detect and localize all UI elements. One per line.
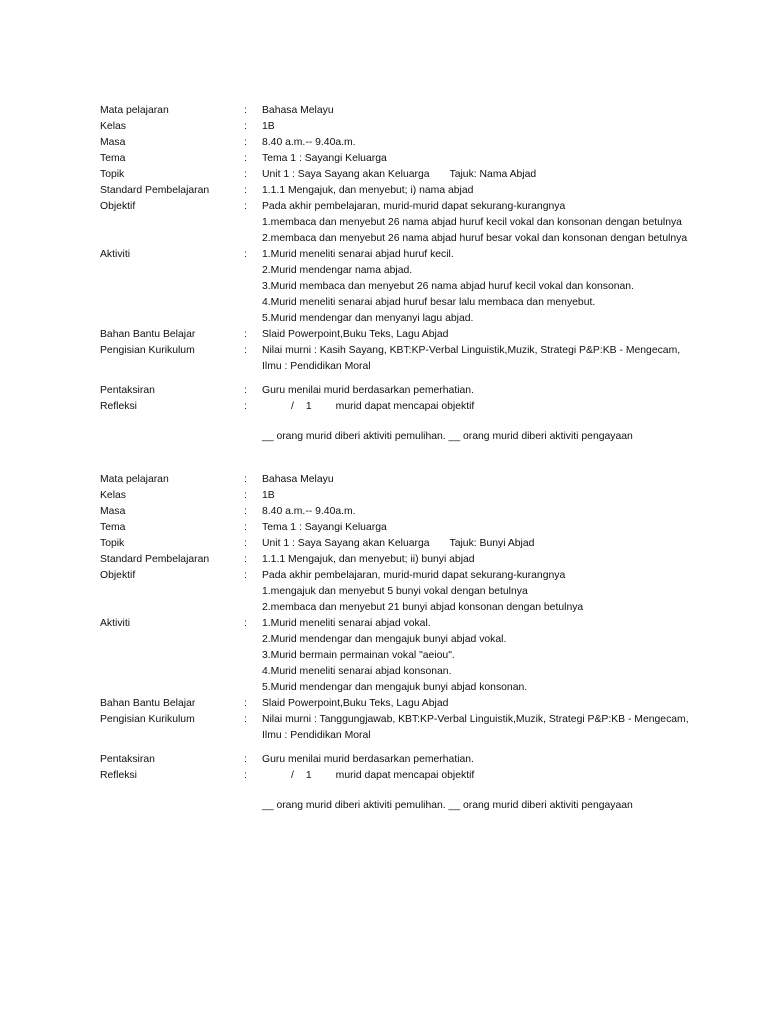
label-kelas: Kelas	[100, 490, 126, 501]
value-tema: Tema 1 : Sayangi Keluarga	[262, 153, 387, 164]
colon: :	[244, 474, 247, 485]
aktiviti-line: 3.Murid bermain permainan vokal "aeiou".	[262, 650, 455, 661]
label-mata-pelajaran: Mata pelajaran	[100, 105, 169, 116]
pengisian-line: Nilai murni : Kasih Sayang, KBT:KP-Verbal Linguistik,Muzik, Strategi P&P:KB - Mengecam,	[262, 345, 681, 356]
colon: :	[244, 169, 247, 180]
row-kelas	[100, 488, 760, 504]
topik-tajuk: Tajuk: Bunyi Abjad	[449, 538, 535, 549]
label-topik: Topik	[100, 169, 125, 180]
row-refleksi	[100, 768, 760, 784]
value-mata-pelajaran: Bahasa Melayu	[262, 474, 334, 485]
colon: :	[244, 770, 247, 781]
value-masa: 8.40 a.m.-- 9.40a.m.	[262, 137, 356, 148]
value-pengisian-kurikulum	[262, 343, 760, 375]
value-standard-pembelajaran: 1.1.1 Mengajuk, dan menyebut; i) nama abjad	[262, 185, 474, 196]
row-aktiviti	[100, 616, 760, 696]
colon: :	[244, 153, 247, 164]
label-pentaksiran: Pentaksiran	[100, 754, 155, 765]
label-pengisian-kurikulum: Pengisian Kurikulum	[100, 345, 195, 356]
colon: :	[244, 698, 247, 709]
topik-tajuk: Tajuk: Nama Abjad	[449, 169, 537, 180]
label-masa: Masa	[100, 137, 126, 148]
refleksi-one: 1	[305, 770, 312, 781]
row-pengisian-kurikulum	[100, 343, 760, 375]
colon: :	[244, 538, 247, 549]
row-topik	[100, 536, 760, 552]
label-tema: Tema	[100, 153, 126, 164]
refleksi-text: murid dapat mencapai objektif	[335, 401, 475, 412]
row-standard-pembelajaran	[100, 552, 760, 568]
label-objektif: Objektif	[100, 201, 136, 212]
aktiviti-line: 5.Murid mendengar dan mengajuk bunyi abjad konsonan.	[262, 682, 528, 693]
value-standard-pembelajaran: 1.1.1 Mengajuk, dan menyebut; ii) bunyi abjad	[262, 554, 475, 565]
row-refleksi	[100, 399, 760, 415]
aktiviti-line: 1.Murid meneliti senarai abjad vokal.	[262, 618, 431, 629]
colon: :	[244, 249, 247, 260]
objektif-line: 1.mengajuk dan menyebut 5 bunyi vokal dengan betulnya	[262, 586, 528, 597]
colon: :	[244, 329, 247, 340]
label-bahan-bantu-belajar: Bahan Bantu Belajar	[100, 329, 196, 340]
value-kelas: 1B	[262, 121, 275, 132]
row-pentaksiran	[100, 383, 760, 399]
row-aktiviti	[100, 247, 760, 327]
pengisian-line: Ilmu : Pendidikan Moral	[262, 730, 371, 741]
label-pengisian-kurikulum: Pengisian Kurikulum	[100, 714, 195, 725]
objektif-line: 2.membaca dan menyebut 26 nama abjad huruf besar vokal dan konsonan dengan betulnya	[262, 233, 688, 244]
value-bahan-bantu-belajar: Slaid Powerpoint,Buku Teks, Lagu Abjad	[262, 329, 449, 340]
aktiviti-line: 4.Murid meneliti senarai abjad konsonan.	[262, 666, 452, 677]
lesson-plan-1	[100, 103, 760, 445]
value-mata-pelajaran: Bahasa Melayu	[262, 105, 334, 116]
row-objektif	[100, 199, 760, 247]
label-aktiviti: Aktiviti	[100, 249, 131, 260]
value-topik	[262, 167, 760, 183]
row-pengisian-kurikulum	[100, 712, 760, 744]
value-pentaksiran: Guru menilai murid berdasarkan pemerhatian.	[262, 754, 474, 765]
aktiviti-line: 2.Murid mendengar nama abjad.	[262, 265, 413, 276]
value-objektif	[262, 568, 760, 616]
label-standard-pembelajaran: Standard Pembelajaran	[100, 554, 210, 565]
value-pengisian-kurikulum	[262, 712, 760, 744]
row-kelas	[100, 119, 760, 135]
objektif-line: Pada akhir pembelajaran, murid-murid dapat sekurang-kurangnya	[262, 201, 566, 212]
pengisian-line: Nilai murni : Tanggungjawab, KBT:KP-Verbal Linguistik,Muzik, Strategi P&P:KB - Mengecam,	[262, 714, 689, 725]
colon: :	[244, 554, 247, 565]
row-bahan-bantu-belajar	[100, 327, 760, 343]
value-masa: 8.40 a.m.-- 9.40a.m.	[262, 506, 356, 517]
row-mata-pelajaran	[100, 472, 760, 488]
aktiviti-line: 1.Murid meneliti senarai abjad huruf kecil.	[262, 249, 454, 260]
refleksi-one: 1	[305, 401, 312, 412]
row-pemulihan	[100, 429, 760, 445]
value-aktiviti	[262, 616, 760, 696]
row-bahan-bantu-belajar	[100, 696, 760, 712]
colon: :	[244, 618, 247, 629]
value-bahan-bantu-belajar: Slaid Powerpoint,Buku Teks, Lagu Abjad	[262, 698, 449, 709]
colon: :	[244, 137, 247, 148]
value-refleksi	[262, 768, 760, 784]
colon: :	[244, 490, 247, 501]
row-pemulihan	[100, 798, 760, 814]
row-mata-pelajaran	[100, 103, 760, 119]
value-tema: Tema 1 : Sayangi Keluarga	[262, 522, 387, 533]
objektif-line: 1.membaca dan menyebut 26 nama abjad huruf kecil vokal dan konsonan dengan betulnya	[262, 217, 682, 228]
refleksi-slash: /	[291, 401, 294, 412]
label-pentaksiran: Pentaksiran	[100, 385, 155, 396]
colon: :	[244, 754, 247, 765]
value-pemulihan: __ orang murid diberi aktiviti pemulihan. __ orang murid diberi aktiviti pengayaan	[262, 431, 633, 442]
colon: :	[244, 506, 247, 517]
objektif-line: 2.membaca dan menyebut 21 bunyi abjad konsonan dengan betulnya	[262, 602, 584, 613]
aktiviti-line: 4.Murid meneliti senarai abjad huruf besar lalu membaca dan menyebut.	[262, 297, 596, 308]
pengisian-line: Ilmu : Pendidikan Moral	[262, 361, 371, 372]
label-kelas: Kelas	[100, 121, 126, 132]
colon: :	[244, 401, 247, 412]
value-aktiviti	[262, 247, 760, 327]
colon: :	[244, 201, 247, 212]
label-bahan-bantu-belajar: Bahan Bantu Belajar	[100, 698, 196, 709]
colon: :	[244, 570, 247, 581]
colon: :	[244, 345, 247, 356]
row-masa	[100, 504, 760, 520]
colon: :	[244, 105, 247, 116]
lesson-plan-2	[100, 472, 760, 814]
label-mata-pelajaran: Mata pelajaran	[100, 474, 169, 485]
label-objektif: Objektif	[100, 570, 136, 581]
row-objektif	[100, 568, 760, 616]
colon: :	[244, 385, 247, 396]
row-tema	[100, 520, 760, 536]
label-aktiviti: Aktiviti	[100, 618, 131, 629]
label-standard-pembelajaran: Standard Pembelajaran	[100, 185, 210, 196]
row-pentaksiran	[100, 752, 760, 768]
colon: :	[244, 714, 247, 725]
aktiviti-line: 3.Murid membaca dan menyebut 26 nama abjad huruf kecil vokal dan konsonan.	[262, 281, 634, 292]
value-pentaksiran: Guru menilai murid berdasarkan pemerhatian.	[262, 385, 474, 396]
label-refleksi: Refleksi	[100, 401, 137, 412]
label-tema: Tema	[100, 522, 126, 533]
label-masa: Masa	[100, 506, 126, 517]
colon: :	[244, 522, 247, 533]
topik-unit: Unit 1 : Saya Sayang akan Keluarga	[262, 538, 430, 549]
value-pemulihan: __ orang murid diberi aktiviti pemulihan. __ orang murid diberi aktiviti pengayaan	[262, 800, 633, 811]
refleksi-slash: /	[291, 770, 294, 781]
value-refleksi	[262, 399, 760, 415]
aktiviti-line: 2.Murid mendengar dan mengajuk bunyi abjad vokal.	[262, 634, 507, 645]
objektif-line: Pada akhir pembelajaran, murid-murid dapat sekurang-kurangnya	[262, 570, 566, 581]
row-tema	[100, 151, 760, 167]
row-topik	[100, 167, 760, 183]
colon: :	[244, 185, 247, 196]
colon: :	[244, 121, 247, 132]
aktiviti-line: 5.Murid mendengar dan menyanyi lagu abjad.	[262, 313, 474, 324]
value-topik	[262, 536, 760, 552]
row-standard-pembelajaran	[100, 183, 760, 199]
label-refleksi: Refleksi	[100, 770, 137, 781]
topik-unit: Unit 1 : Saya Sayang akan Keluarga	[262, 169, 430, 180]
row-masa	[100, 135, 760, 151]
label-topik: Topik	[100, 538, 125, 549]
refleksi-text: murid dapat mencapai objektif	[335, 770, 475, 781]
value-kelas: 1B	[262, 490, 275, 501]
value-objektif	[262, 199, 760, 247]
